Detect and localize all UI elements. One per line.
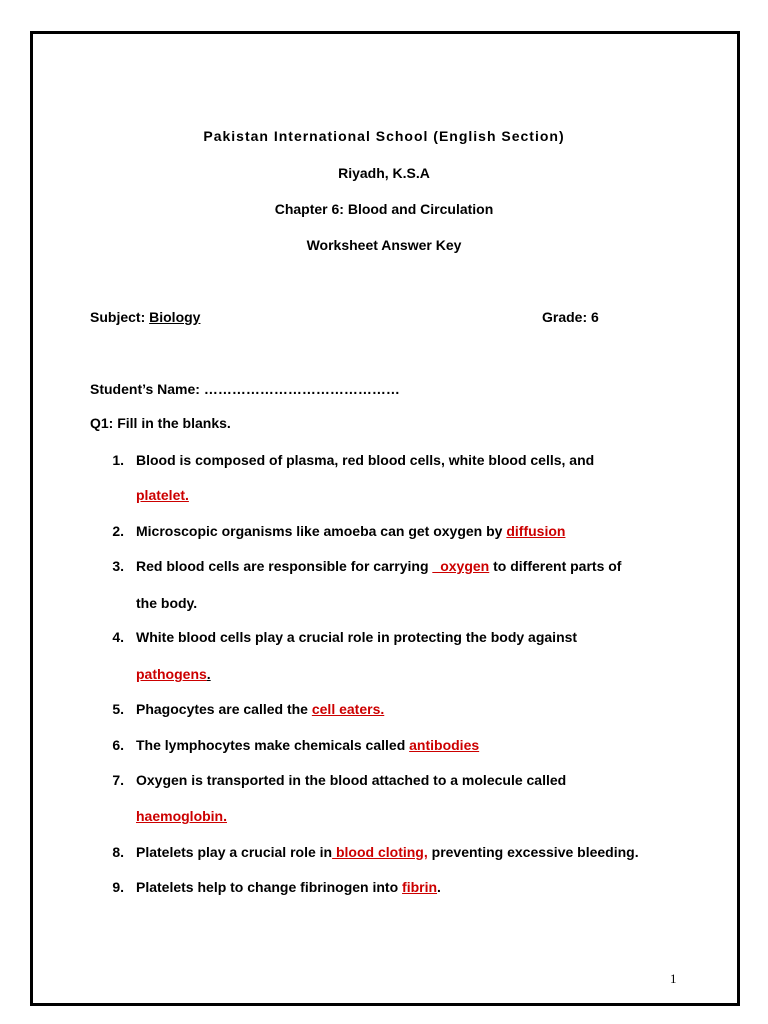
item-number: 3. bbox=[112, 558, 124, 574]
answer-blank: diffusion bbox=[506, 523, 566, 539]
question-title: Q1: Fill in the blanks. bbox=[90, 415, 231, 431]
item-number: 9. bbox=[112, 879, 124, 895]
item-text bbox=[136, 879, 441, 895]
page-number: 1 bbox=[670, 971, 677, 986]
item-number: 7. bbox=[112, 772, 124, 788]
item-text-post: . bbox=[206, 666, 211, 682]
grade-line: Grade: 6 bbox=[542, 309, 599, 325]
answer-blank: pathogens bbox=[136, 666, 207, 682]
item-number: 6. bbox=[112, 737, 124, 753]
item-number: 5. bbox=[112, 701, 124, 717]
student-name-line: Student’s Name: …………………………………… bbox=[90, 381, 400, 397]
item-answer-line bbox=[136, 808, 227, 824]
item-number: 4. bbox=[112, 629, 124, 645]
item-number: 8. bbox=[112, 844, 124, 860]
item-text bbox=[136, 523, 565, 539]
chapter-title: Chapter 6: Blood and Circulation bbox=[274, 201, 494, 217]
item-text-post: to different parts of bbox=[489, 558, 622, 574]
item-text-pre: Phagocytes are called the bbox=[136, 701, 312, 717]
subject-line bbox=[90, 309, 200, 325]
item-text-pre: The lymphocytes make chemicals called bbox=[136, 737, 410, 753]
school-name: Pakistan International School (English Section) bbox=[203, 128, 565, 144]
item-text: White blood cells play a crucial role in protecting the body against bbox=[136, 629, 578, 645]
subject-value: Biology bbox=[149, 309, 201, 325]
item-text-continued: the body. bbox=[136, 595, 198, 611]
item-number: 2. bbox=[112, 523, 124, 539]
answer-blank: blood cloting, bbox=[332, 844, 428, 860]
item-text-pre: Red blood cells are responsible for carrying bbox=[136, 558, 433, 574]
item-text bbox=[136, 844, 639, 860]
item-text bbox=[136, 737, 479, 753]
item-text-post: preventing excessive bleeding. bbox=[427, 844, 639, 860]
answer-blank: fibrin bbox=[402, 879, 438, 895]
item-text-pre: Platelets help to change fibrinogen into bbox=[136, 879, 403, 895]
answer-blank: platelet. bbox=[136, 487, 189, 503]
answer-blank: haemoglobin. bbox=[136, 808, 227, 824]
answer-blank: cell eaters. bbox=[311, 701, 385, 717]
item-answer-line bbox=[136, 487, 189, 503]
answer-blank: antibodies bbox=[409, 737, 480, 753]
item-text: Blood is composed of plasma, red blood cells, white blood cells, and bbox=[136, 452, 595, 468]
item-text-post: . bbox=[437, 879, 441, 895]
item-text bbox=[136, 558, 621, 574]
item-number: 1. bbox=[112, 452, 124, 468]
item-text-pre: Platelets play a crucial role in bbox=[136, 844, 333, 860]
answer-blank: _oxygen bbox=[432, 558, 490, 574]
item-text bbox=[136, 701, 384, 717]
item-text-pre: Microscopic organisms like amoeba can get oxygen by bbox=[136, 523, 507, 539]
subject-label: Subject: bbox=[90, 309, 150, 325]
school-city: Riyadh, K.S.A bbox=[338, 165, 430, 181]
item-text: Oxygen is transported in the blood attached to a molecule called bbox=[136, 772, 567, 788]
item-answer-line bbox=[136, 666, 211, 682]
worksheet-title: Worksheet Answer Key bbox=[306, 237, 462, 253]
